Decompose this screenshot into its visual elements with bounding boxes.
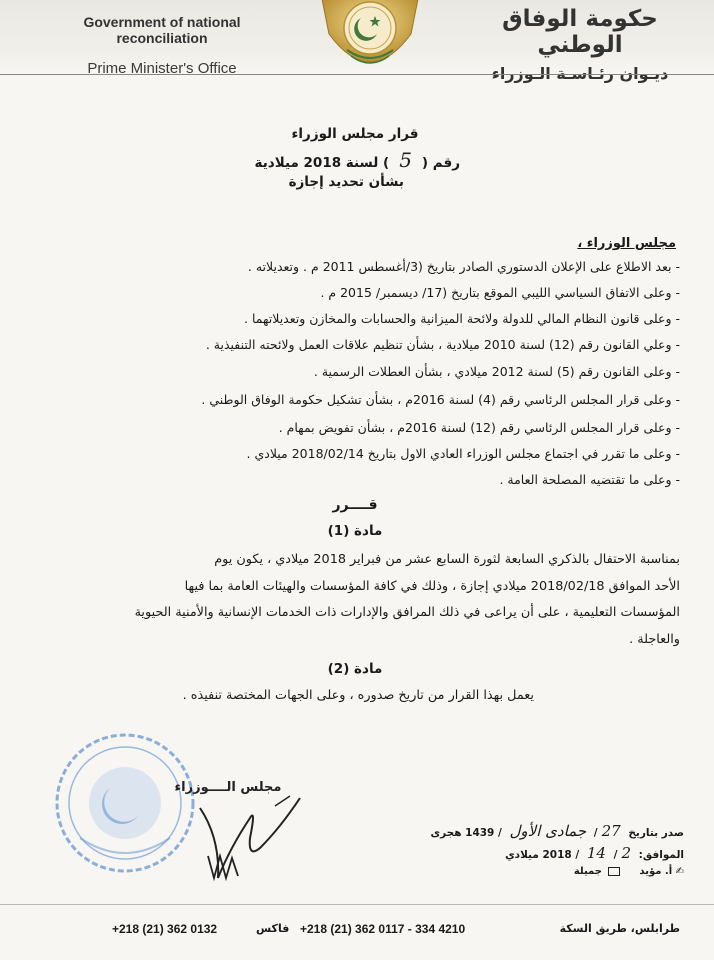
preamble-line: - وعلى الاتفاق السياسي الليبي الموقع بتاريخ (17/ ديسمبر/ 2015 م .	[320, 285, 680, 300]
article-line: الأحد الموافق 2018/02/18 ميلادي إجازة ، وذلك في كافة المؤسسات والهيئات العامة بما فيها	[184, 578, 680, 594]
footer-telephone: +218 (21) 362 0117 - 334 4210	[300, 922, 466, 936]
council-label: مجلس الوزراء ،	[577, 236, 676, 251]
article-2-title: مادة (2)	[327, 661, 383, 677]
article-1-text	[34, 547, 680, 653]
letterhead-arabic	[460, 6, 700, 83]
official-stamp-icon	[50, 728, 200, 878]
number-suffix: ) لسنة 2018 ميلادية	[254, 155, 390, 171]
decision-subject: بشأن تحديد إجازة	[288, 174, 404, 190]
pen-icon: ✍	[675, 866, 684, 877]
preamble-line: - بعد الاطلاع على الإعلان الدستوري الصادر بتاريخ (3/أغسطس 2011 م . وتعديلاته .	[247, 259, 680, 274]
preamble-line: - وعلى قانون النظام المالي للدولة ولائحة الميزانية والحسابات والمخازن وتعديلاتهما .	[244, 311, 680, 326]
preamble-line: - وعلى القانون رقم (5) لسنة 2012 ميلادي ، بشأن العطلات الرسمية .	[313, 364, 680, 379]
footer-divider	[0, 904, 714, 905]
decision-number: 5	[399, 148, 412, 172]
preamble-line: - وعلى قرار المجلس الرئاسي رقم (4) لسنة 2016م ، بشأن تشكيل حكومة الوفاق الوطني .	[201, 392, 680, 407]
decision-title: قرار مجلس الوزراء	[291, 126, 419, 142]
english-government-name: Government of national reconciliation	[83, 14, 241, 46]
english-office-name: Prime Minister's Office	[87, 60, 237, 77]
gregorian-label: الموافق	[642, 849, 684, 861]
article-line: والعاجلة .	[629, 631, 680, 647]
prepared-by-row	[574, 866, 684, 877]
hijri-label: صدر بتاريخ	[628, 827, 684, 839]
hijri-month: جمادى الأول	[509, 822, 587, 840]
article-2-text: يعمل بهذا القرار من تاريخ صدوره ، وعلى الجهات المختصة تنفيذه .	[182, 688, 534, 703]
decision-number-line	[255, 148, 460, 172]
gregorian-year: / 2018 ميلادي	[505, 849, 580, 861]
preamble-line: - وعلي القانون رقم (12) لسنة 2010 ميلادية ، بشأن تنظيم علاقات العمل ولائحته التنفيذية .	[205, 337, 680, 352]
footer-address: طرابلس، طريق السكة	[559, 922, 680, 935]
hijri-date-line: صدر بتاريخ 27/ جمادى الأول / 1439 هجرى	[430, 822, 684, 840]
footer-fax-label: فاكس	[256, 922, 290, 935]
arabic-office-name: ديـوان رئـاسـة الـوزراء	[491, 64, 669, 83]
gregorian-date-line: الموافق: 2/ 14 / 2018 ميلادي	[505, 844, 684, 862]
preamble-line: - وعلى ما تقرر في اجتماع مجلس الوزراء العادي الاول بتاريخ 2018/02/14 ميلادي .	[246, 446, 680, 461]
gregorian-month: 14	[586, 844, 606, 862]
typist-name: أ. مؤيد	[639, 866, 673, 877]
clerk-name: جميلة	[573, 866, 602, 877]
arabic-government-name: حكومة الوفاق الوطني	[502, 6, 658, 58]
hijri-day: 27	[601, 822, 621, 840]
footer-fax: +218 (21) 362 0132	[112, 922, 218, 936]
preamble-line: - وعلى قرار المجلس الرئاسي رقم (12) لسنة 2016م ، بشأن تفويض بمهام .	[278, 420, 680, 435]
preamble-line: - وعلى ما تقتضيه المصلحة العامة .	[499, 472, 680, 487]
signature-icon	[190, 778, 310, 888]
article-1-title: مادة (1)	[327, 523, 383, 539]
number-prefix: رقم (	[421, 155, 460, 171]
article-line: المؤسسات التعليمية ، على أن يراعى في ذلك المرافق والإدارات ذات الخدمات الإنسانية والأمنية الحيوية	[134, 605, 680, 620]
computer-icon	[608, 867, 620, 876]
decided-heading: قــــرر	[332, 497, 378, 513]
hijri-year: / 1439 هجرى	[430, 827, 502, 839]
article-line: بمناسبة الاحتفال بالذكري السابعة لثورة السابع عشر من فبراير 2018 ميلادي ، يكون يوم	[214, 552, 680, 567]
gregorian-day: 2	[621, 844, 632, 862]
signature-council-label: مجلس الــــوزراء	[174, 780, 282, 795]
letterhead-english	[36, 14, 288, 77]
letterhead-divider	[0, 74, 714, 75]
